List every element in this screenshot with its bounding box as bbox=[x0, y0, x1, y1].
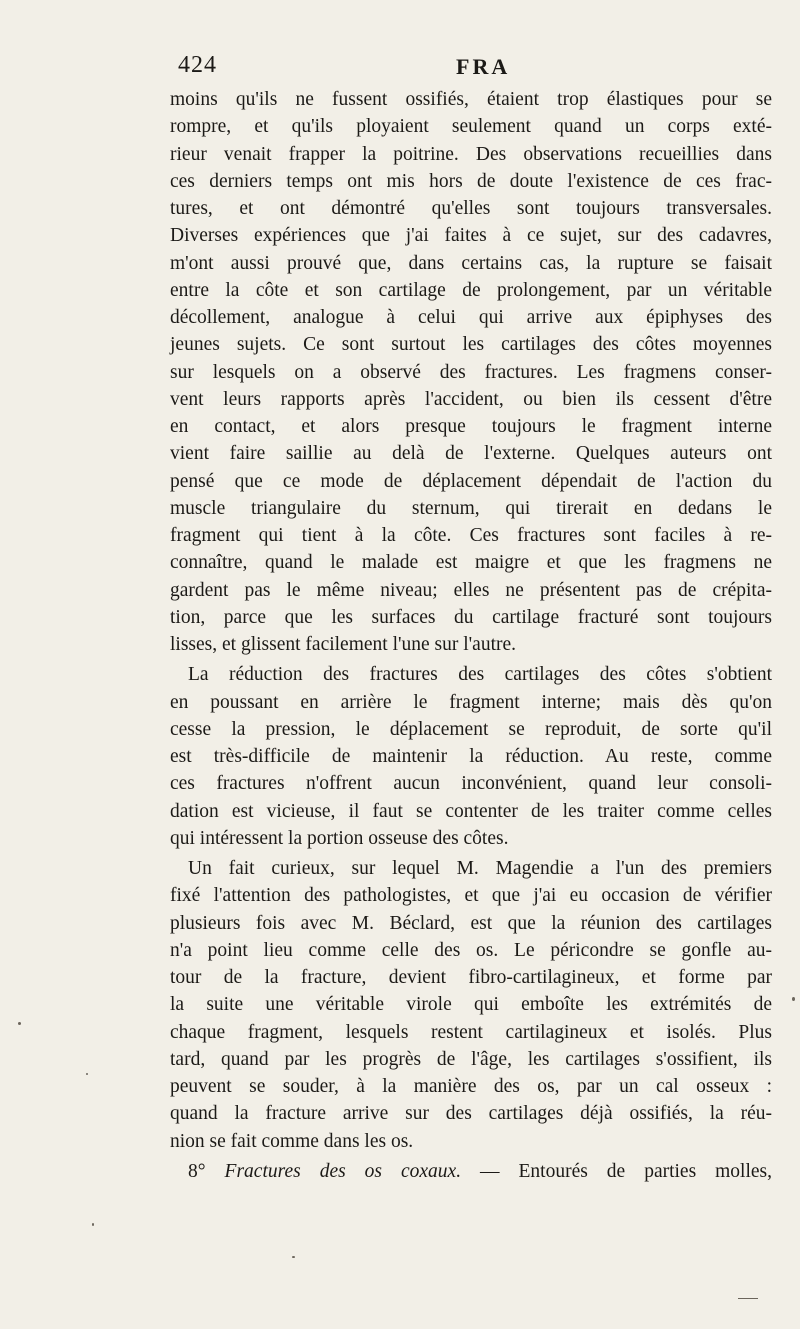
paper-speck bbox=[792, 997, 795, 1001]
paper-speck bbox=[86, 1073, 88, 1075]
text-line: peuvent se souder, à la manière des os, par un cal osseux : bbox=[170, 1076, 772, 1097]
text-line: vent leurs rapports après l'accident, ou bien ils cessent d'être bbox=[170, 388, 772, 410]
text-line: tard, quand par les progrès de l'âge, les cartilages s'ossifient, ils bbox=[170, 1048, 772, 1070]
section-heading-line bbox=[170, 1158, 772, 1185]
text-line: fixé l'attention des pathologistes, et que j'ai eu occasion de vérifier bbox=[170, 885, 772, 907]
paper-speck bbox=[292, 1256, 295, 1258]
paragraph-first-line: La réduction des fractures des cartilages des côtes s'obtient bbox=[188, 664, 772, 686]
text-line: rompre, et qu'ils ployaient seulement quand un corps exté- bbox=[170, 116, 772, 138]
text-line: la suite une véritable virole qui emboîte les extrémités de bbox=[170, 994, 772, 1016]
text-line: jeunes sujets. Ce sont surtout les cartilages des côtes moyennes bbox=[170, 334, 772, 356]
text-line: ces fractures n'offrent aucun inconvénient, quand leur consoli- bbox=[170, 773, 772, 795]
text-line: n'a point lieu comme celle des os. Le péricondre se gonfle au- bbox=[170, 939, 772, 961]
paper-speck bbox=[92, 1223, 94, 1226]
text-line: qui intéressent la portion osseuse des côtes. bbox=[170, 827, 509, 849]
text-line: ces derniers temps ont mis hors de doute l'existence de ces frac- bbox=[170, 170, 772, 192]
text-line: quand la fracture arrive sur des cartilages déjà ossifiés, la réu- bbox=[170, 1103, 772, 1125]
paper-speck bbox=[18, 1022, 21, 1025]
text-line: en poussant en arrière le fragment interne; mais dès qu'on bbox=[170, 691, 772, 713]
text-line: chaque fragment, lesquels restent cartilagineux et isolés. Plus bbox=[170, 1021, 772, 1043]
text-line: sur lesquels on a observé des fractures. Les fragmens conser- bbox=[170, 361, 772, 383]
running-head bbox=[178, 52, 768, 86]
paragraph-first-line: Un fait curieux, sur lequel M. Magendie a l'un des premiers bbox=[188, 858, 772, 879]
text-line: vient faire saillie au delà de l'externe. Quelques auteurs ont bbox=[170, 443, 772, 465]
text-line: entre la côte et son cartilage de prolongement, par un véritable bbox=[170, 279, 772, 301]
text-line: nion se fait comme dans les os. bbox=[170, 1130, 414, 1152]
paper-speck bbox=[738, 1298, 758, 1299]
text-line: cesse la pression, le déplacement se reproduit, de sorte qu'il bbox=[170, 718, 772, 740]
text-line: plusieurs fois avec M. Béclard, est que la réunion des cartilages bbox=[170, 912, 772, 934]
page-number: 424 bbox=[178, 52, 217, 78]
text-line: est très-difficile de maintenir la réduction. Au reste, comme bbox=[170, 746, 772, 767]
text-line: pensé que ce mode de déplacement dépendait de l'action du bbox=[170, 470, 772, 492]
section-title: Fractures des os coxaux. bbox=[224, 1160, 462, 1182]
text-line: connaître, quand le malade est maigre et que les fragmens ne bbox=[170, 552, 772, 574]
section-number: 8° bbox=[188, 1160, 206, 1182]
text-line: décollement, analogue à celui qui arrive aux épiphyses des bbox=[170, 307, 772, 328]
text-line: gardent pas le même niveau; elles ne présentent pas de crépita- bbox=[170, 579, 772, 601]
body-text bbox=[170, 86, 772, 1185]
text-line: tion, parce que les surfaces du cartilage fracturé sont toujours bbox=[170, 606, 772, 628]
running-title: FRA bbox=[456, 54, 511, 79]
section-text: — Entourés de parties molles, bbox=[461, 1160, 773, 1182]
text-line: m'ont aussi prouvé que, dans certains cas, la rupture se faisait bbox=[170, 252, 772, 274]
text-line: moins qu'ils ne fussent ossifiés, étaient trop élastiques pour se bbox=[170, 89, 772, 110]
text-line: tures, et ont démontré qu'elles sont toujours transversales. bbox=[170, 198, 772, 219]
text-line: rieur venait frapper la poitrine. Des observations recueillies dans bbox=[170, 143, 772, 165]
text-line: muscle triangulaire du sternum, qui tirerait en dedans le bbox=[170, 497, 772, 519]
text-line: en contact, et alors presque toujours le fragment interne bbox=[170, 416, 772, 437]
text-line: dation est vicieuse, il faut se contenter de les traiter comme celles bbox=[170, 800, 772, 822]
text-line: fragment qui tient à la côte. Ces fractures sont faciles à re- bbox=[170, 525, 772, 546]
text-line: Diverses expériences que j'ai faites à ce sujet, sur des cadavres, bbox=[170, 225, 772, 247]
text-line: tour de la fracture, devient fibro-cartilagineux, et forme par bbox=[170, 967, 772, 988]
text-line: lisses, et glissent facilement l'une sur l'autre. bbox=[170, 634, 517, 655]
